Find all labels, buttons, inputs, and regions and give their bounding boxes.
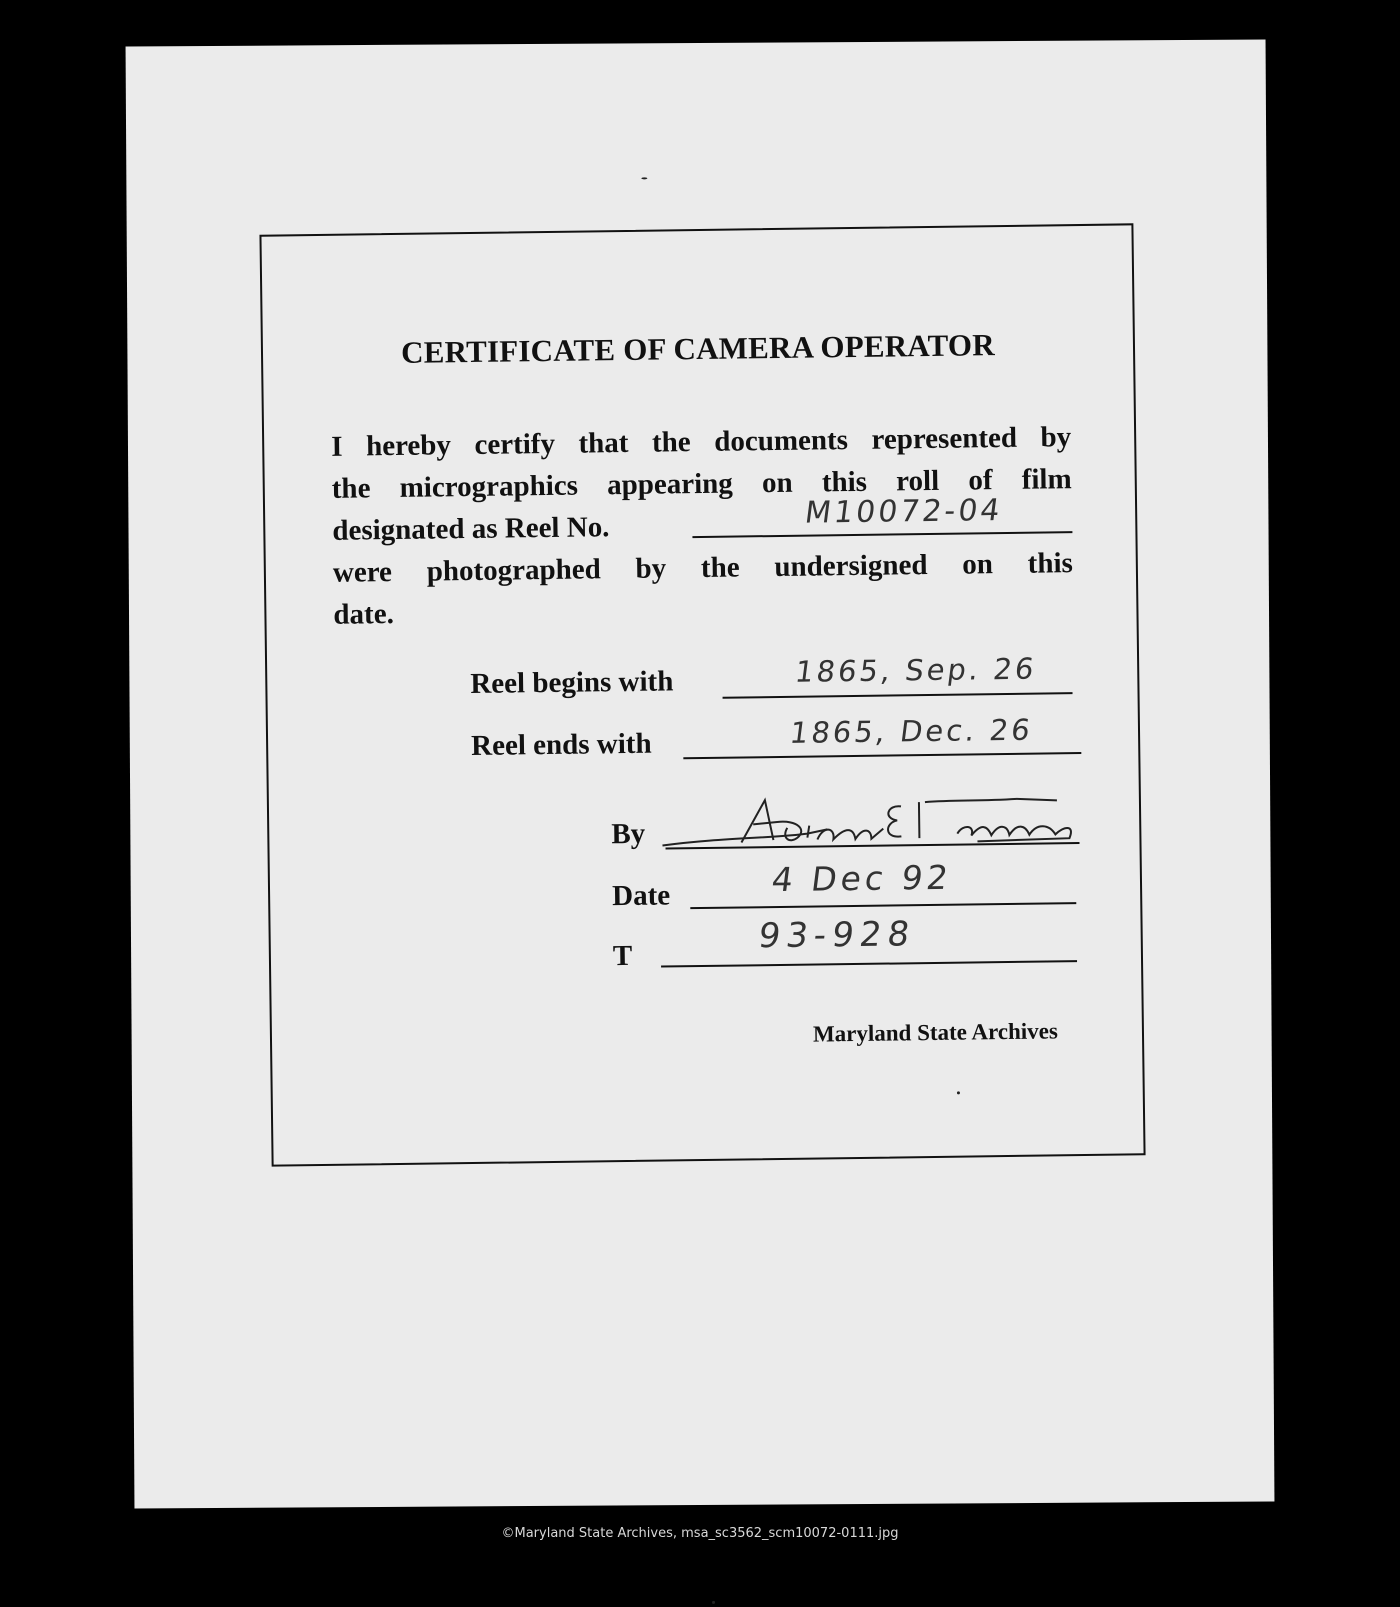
word: No.: [566, 511, 610, 544]
t-label: T: [612, 939, 633, 973]
word: the: [331, 472, 371, 505]
word: roll: [895, 464, 940, 498]
word: of: [968, 464, 993, 497]
word: designated: [332, 513, 465, 547]
word: documents: [714, 424, 849, 458]
reel-no-handwritten: M10072-04: [802, 493, 1005, 531]
word: were: [332, 556, 393, 589]
word: by: [1040, 421, 1072, 454]
word: that: [578, 426, 629, 460]
word: appearing: [606, 467, 734, 502]
word: on: [761, 466, 793, 500]
certificate-title: CERTIFICATE OF CAMERA OPERATOR: [400, 327, 996, 370]
reel-begins-label: Reel begins with: [470, 665, 674, 701]
date-blank: [690, 900, 1076, 909]
word: hereby: [365, 429, 452, 463]
word: undersigned: [774, 549, 928, 584]
word: I: [331, 430, 343, 463]
t-number-handwritten: 93-928: [756, 914, 918, 957]
word: this: [821, 465, 868, 499]
word: represented: [871, 421, 1018, 456]
word: date.: [333, 598, 395, 631]
image-caption: ©Maryland State Archives, msa_sc3562_scm10072-0111.jpg: [501, 1526, 899, 1541]
word: Reel: [504, 511, 560, 545]
date-handwritten: 4 Dec 92: [769, 857, 955, 900]
word: the: [700, 551, 740, 584]
t-blank: [661, 958, 1077, 967]
reel-begins-blank: [723, 690, 1073, 699]
document-page: [126, 40, 1275, 1509]
word: certify: [474, 427, 556, 461]
word: this: [1027, 547, 1074, 580]
certificate-frame: [259, 223, 1145, 1166]
handwritten-signature: [657, 778, 1088, 864]
word: photographed: [426, 553, 601, 588]
word: as: [471, 512, 498, 545]
word: film: [1021, 463, 1072, 496]
word: on: [962, 548, 994, 581]
reel-ends-label: Reel ends with: [470, 727, 652, 763]
archives-label: Maryland State Archives: [812, 1018, 1059, 1047]
paper-speck: [712, 1601, 715, 1604]
word: micrographics: [399, 469, 579, 504]
paper-speck: [641, 177, 647, 179]
reel-begins-handwritten: 1865, Sep. 26: [793, 651, 1039, 689]
word: the: [651, 426, 691, 459]
by-label: By: [611, 817, 646, 851]
reel-ends-blank: [683, 750, 1081, 759]
reel-ends-handwritten: 1865, Dec. 26: [787, 712, 1035, 750]
date-label: Date: [611, 879, 671, 913]
word: by: [635, 552, 667, 585]
